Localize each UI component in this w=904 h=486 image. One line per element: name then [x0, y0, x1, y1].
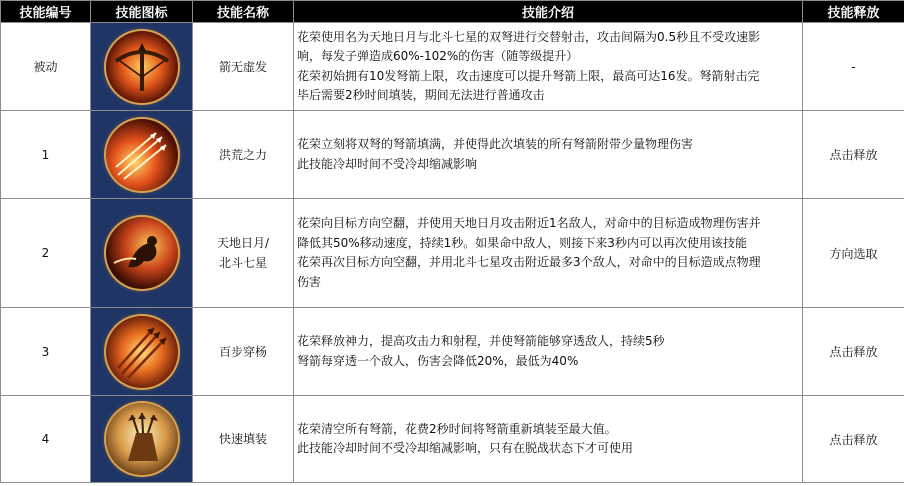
desc-line: 花荣清空所有弩箭，花费2秒时间将弩箭重新填装至最大值。 — [297, 421, 617, 436]
skill-description — [294, 111, 803, 199]
header-skill-release: 技能释放 — [803, 1, 904, 23]
table-row — [1, 396, 904, 483]
desc-line: 花荣立刻将双弩的弩箭填满，并使得此次填装的所有弩箭附带少量物理伤害 — [297, 137, 694, 151]
skill-id: 1 — [1, 111, 91, 199]
quiver-reload-icon — [106, 403, 178, 475]
skill-release: 点击释放 — [803, 111, 904, 199]
skill-name-line: 百步穿杨 — [218, 344, 267, 359]
desc-line: 花荣使用名为天地日月与北斗七星的双弩进行交替射击，攻击间隔为0.5秒且不受攻速影 — [297, 29, 761, 44]
desc-line: 花荣初始拥有10发弩箭上限，攻击速度可以提升弩箭上限，最高可达16发。弩箭射击完 — [297, 68, 760, 83]
header-skill-name: 技能名称 — [193, 1, 294, 23]
skill-icon-cell — [91, 23, 193, 111]
desc-line: 此技能冷却时间不受冷却缩减影响，只有在脱战状态下才可使用 — [297, 441, 634, 455]
skill-name-line: 北斗七星 — [218, 256, 267, 270]
skill-description — [294, 308, 803, 396]
skill-release: - — [803, 23, 904, 111]
header-skill-desc: 技能介绍 — [294, 1, 803, 23]
desc-line: 降低其50%移动速度，持续1秒。如果命中敌人，则接下来3秒内可以再次使用该技能 — [297, 235, 747, 250]
flaming-arrows-icon — [106, 119, 178, 191]
skill-icon-cell — [91, 308, 193, 396]
desc-line: 花荣释放神力，提高攻击力和射程，并使弩箭能够穿透敌人，持续5秒 — [297, 334, 665, 348]
skill-name — [193, 396, 294, 483]
skill-name — [193, 23, 294, 111]
skill-icon-cell — [91, 396, 193, 483]
skill-name-line: 箭无虚发 — [218, 59, 267, 74]
skill-release: 点击释放 — [803, 308, 904, 396]
desc-line: 花荣向目标方向空翻，并使用天地日月攻击附近1名敌人，对命中的目标造成物理伤害并 — [297, 216, 761, 230]
skill-id: 3 — [1, 308, 91, 396]
skill-id: 4 — [1, 396, 91, 483]
skill-release: 点击释放 — [803, 396, 904, 483]
desc-line: 此技能冷却时间不受冷却缩减影响 — [297, 156, 478, 171]
skill-id: 2 — [1, 199, 91, 308]
desc-line: 弩箭每穿透一个敌人，伤害会降低20%，最低为40% — [297, 353, 579, 368]
skill-id: 被动 — [1, 23, 91, 111]
header-skill-icon: 技能图标 — [91, 1, 193, 23]
skill-name-line: 天地日月/ — [216, 236, 270, 250]
table-row — [1, 308, 904, 396]
desc-line: 花荣再次目标方向空翻，并用北斗七星攻击附近最多3个敌人，对命中的目标造成点物理 — [297, 255, 761, 269]
skill-description — [294, 23, 803, 111]
desc-line: 毕后需要2秒时间填装，期间无法进行普通攻击 — [297, 88, 545, 102]
skill-name — [193, 308, 294, 396]
skill-icon-cell — [91, 199, 193, 308]
skill-description — [294, 396, 803, 483]
skill-release: 方向选取 — [803, 199, 904, 308]
header-row — [1, 1, 904, 23]
crossbow-icon — [106, 31, 178, 103]
skill-description — [294, 199, 803, 308]
table-row — [1, 199, 904, 308]
piercing-arrows-icon — [106, 316, 178, 388]
desc-line: 伤害 — [297, 274, 322, 289]
flip-attack-icon — [106, 217, 178, 289]
table-row — [1, 111, 904, 199]
skill-name — [193, 199, 294, 308]
table-row — [1, 23, 904, 111]
desc-line: 响，每发子弹造成60%-102%的伤害（随等级提升） — [297, 49, 579, 63]
skill-name-line: 洪荒之力 — [218, 147, 267, 162]
header-skill-id: 技能编号 — [1, 1, 91, 23]
skill-name-line: 快速填装 — [218, 432, 267, 446]
skill-name — [193, 111, 294, 199]
skill-icon-cell — [91, 111, 193, 199]
